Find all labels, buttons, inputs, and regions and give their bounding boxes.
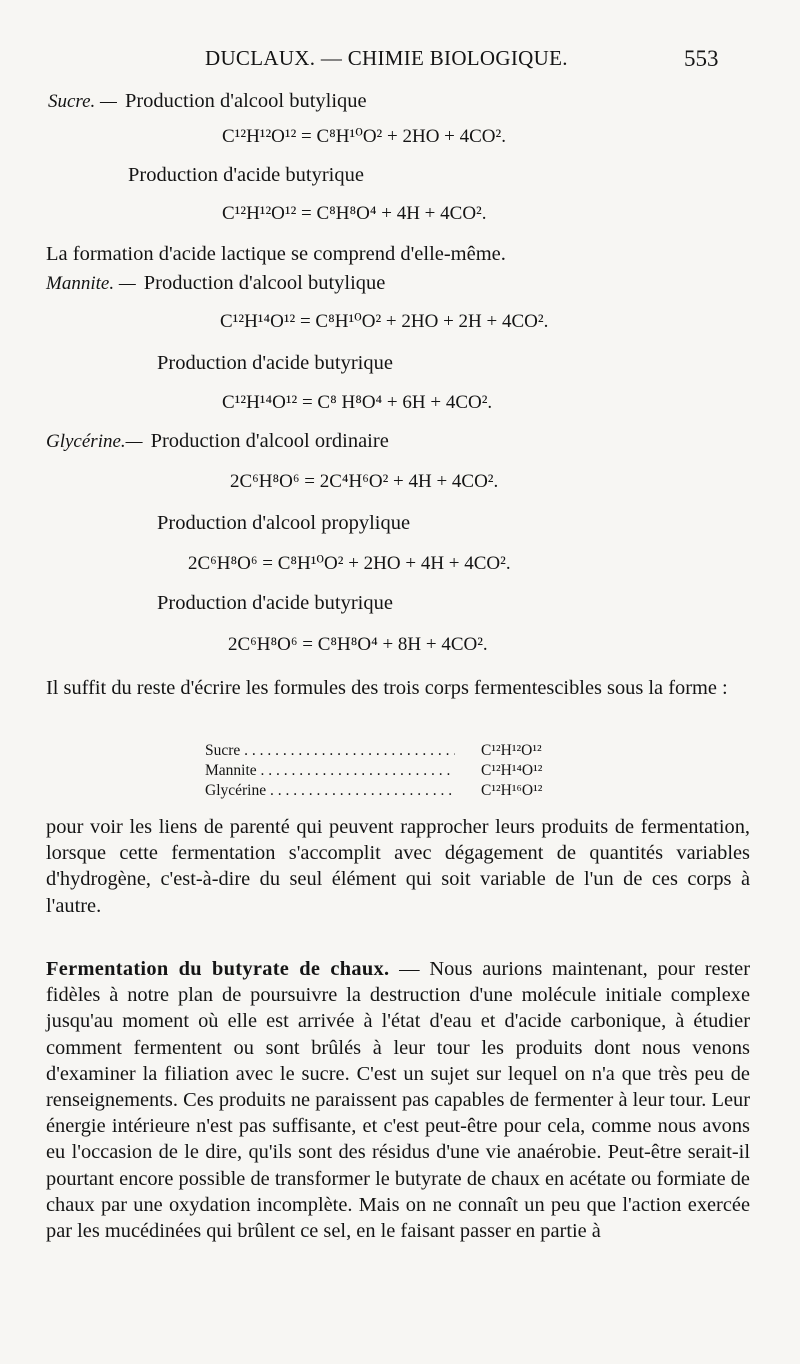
sucre-lead: Sucre. — bbox=[48, 91, 117, 112]
table-row-name: Glycérine . . . bbox=[205, 782, 455, 800]
mannite-formula-2: C¹²H¹⁴O¹² = C⁸ H⁸O⁴ + 6H + 4CO². bbox=[222, 392, 493, 413]
table-row bbox=[205, 762, 565, 782]
mannite-heading-line bbox=[46, 270, 385, 297]
section-body: — Nous aurions maintenant, pour rester fidèles à notre plan de poursuivre la destruction d'une molécule initiale complexe jusqu'au moment où elle est arrivée à l'état d'eau et d'acide carbonique, à étudier comment fermentent ou sont brûlés à leur tour les produits dont nous venons d'examiner la filiation avec le sucre. C'est un sujet sur lequel on n'a que très peu de renseignements. Ces produits ne paraissent pas capables de fermenter à leur tour. Leur énergie intérieure n'est pas suffisante, et c'est peut-être pour cela, comme nous avons eu l'occasion de le dire, qu'ils sont des résidus d'une vie anaérobie. Peut-être serait-il pourtant encore possible de transformer le butyrate de chaux en acétate ou formiate de chaux par une oxydation incomplète. Mais on ne connaît un peu que l'action exercée par les mucédinées qui brûlent ce sel, en le faisant passer en partie à bbox=[46, 958, 751, 1243]
page-header bbox=[0, 46, 800, 76]
table-row-formula: C¹²H¹⁶O¹² bbox=[481, 782, 543, 799]
glycerine-heading-line bbox=[46, 428, 389, 455]
glycerine-formula-3: 2C⁶H⁸O⁶ = C⁸H⁸O⁴ + 8H + 4CO². bbox=[228, 634, 488, 655]
sucre-formula-2: C¹²H¹²O¹² = C⁸H⁸O⁴ + 4H + 4CO². bbox=[222, 203, 487, 224]
mannite-production-acide-butyrique: Production d'acide butyrique bbox=[157, 352, 393, 374]
glycerine-lead: Glycérine.— bbox=[46, 431, 143, 452]
glycerine-production-alcool-ordinaire: Production d'alcool ordinaire bbox=[150, 430, 389, 452]
table-row-name: Mannite . . . bbox=[205, 762, 455, 780]
sucre-heading-line bbox=[48, 88, 367, 115]
table-row-name: Sucre . . . bbox=[205, 742, 455, 760]
table-row bbox=[205, 782, 565, 802]
mannite-production-alcool-butylique: Production d'alcool butylique bbox=[143, 272, 386, 294]
sucre-production-alcool-butylique: Production d'alcool butylique bbox=[124, 90, 367, 112]
section-paragraph bbox=[46, 956, 750, 1244]
mannite-lead: Mannite. — bbox=[46, 273, 136, 294]
running-head: DUCLAUX. — CHIMIE BIOLOGIQUE. bbox=[205, 46, 568, 70]
page-number: 553 bbox=[684, 46, 719, 71]
sucre-formula-1: C¹²H¹²O¹² = C⁸H¹⁰O² + 2HO + 4CO². bbox=[222, 126, 506, 147]
glycerine-formula-2: 2C⁶H⁸O⁶ = C⁸H¹⁰O² + 2HO + 4H + 4CO². bbox=[188, 553, 511, 574]
after-table-paragraph: pour voir les liens de parenté qui peuvent rapprocher leurs produits de fermentation, lorsque cette fermentation s'accomplit avec dégagement de quantités variables d'hydrogène, c'est-à-dire du seul élément qui soit variable de l'un de ces corps à l'autre. bbox=[46, 816, 750, 917]
sucre-note-lactique: La formation d'acide lactique se comprend d'elle-même. bbox=[46, 243, 506, 265]
formula-table bbox=[205, 742, 565, 802]
table-row-formula: C¹²H¹²O¹² bbox=[481, 742, 542, 759]
glycerine-production-alcool-propylique: Production d'alcool propylique bbox=[157, 512, 411, 534]
sucre-production-acide-butyrique: Production d'acide butyrique bbox=[128, 164, 364, 186]
table-row bbox=[205, 742, 565, 762]
glycerine-production-acide-butyrique: Production d'acide butyrique bbox=[157, 592, 393, 614]
glycerine-formula-1: 2C⁶H⁸O⁶ = 2C⁴H⁶O² + 4H + 4CO². bbox=[230, 471, 499, 492]
table-row-formula: C¹²H¹⁴O¹² bbox=[481, 762, 543, 779]
section-heading: Fermentation du butyrate de chaux. bbox=[46, 958, 390, 980]
intro-table-paragraph: Il suffit du reste d'écrire les formules des trois corps fermentescibles sous la forme : bbox=[46, 677, 728, 699]
mannite-formula-1: C¹²H¹⁴O¹² = C⁸H¹⁰O² + 2HO + 2H + 4CO². bbox=[220, 311, 549, 332]
